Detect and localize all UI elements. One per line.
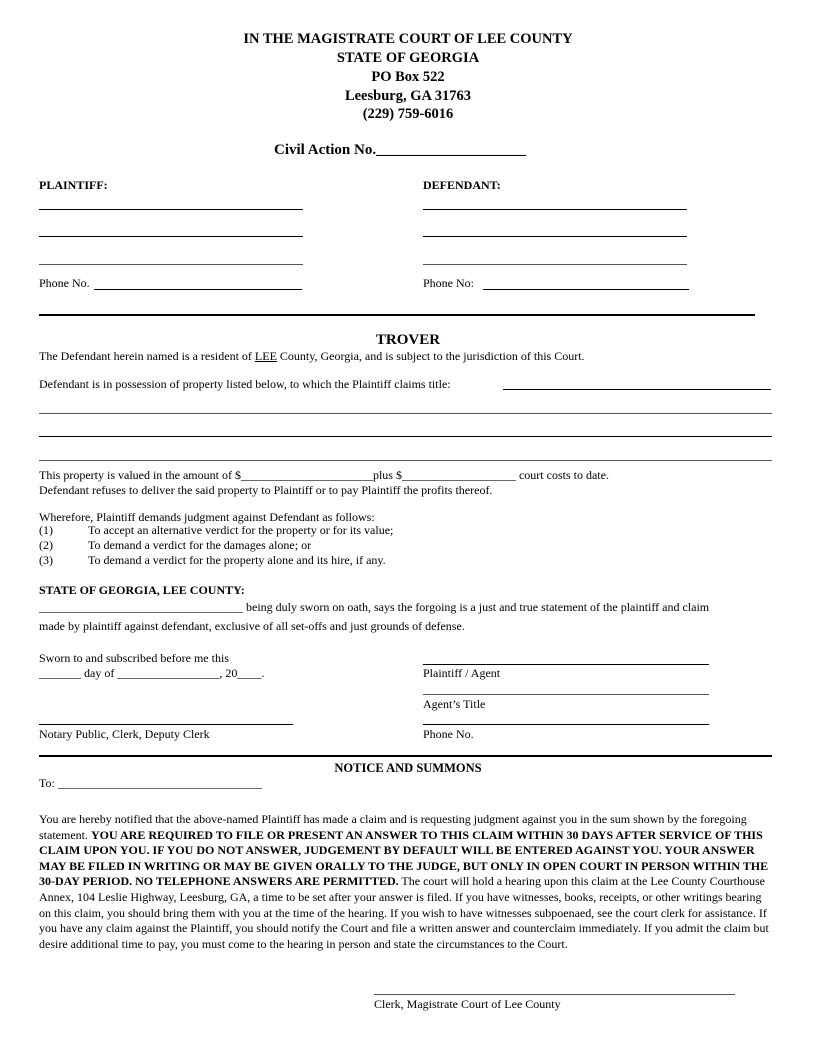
property-line-3[interactable]: [39, 460, 772, 461]
clerk-signature-line[interactable]: [374, 994, 735, 995]
trover-title: TROVER: [375, 332, 441, 348]
plaintiff-agent-label: Plaintiff / Agent: [423, 666, 501, 680]
affidavit-text: being duly sworn on oath, says the forgoing is a just and true statement of the plaintiff and claim: [243, 600, 710, 614]
year-blank[interactable]: ____: [237, 666, 262, 680]
demand-number-1: (1): [39, 523, 53, 537]
plus-label: plus $: [372, 468, 402, 482]
agents-title-label: Agent’s Title: [423, 697, 486, 711]
plus-blank[interactable]: ___________________: [401, 468, 516, 482]
demand-number-2: (2): [39, 538, 53, 552]
plaintiff-agent-signature-line[interactable]: [423, 664, 709, 665]
defendant-phone-line[interactable]: [483, 289, 689, 290]
notice-intro: You are hereby notified that the above-named Plaintiff has made a claim and is requesting judgment against you in the sum shown by the foregoing statement.: [39, 812, 747, 842]
notary-label: Notary Public, Clerk, Deputy Clerk: [39, 727, 210, 741]
affidavit-line-1: [39, 600, 709, 615]
plaintiff-phone-line[interactable]: [94, 289, 302, 290]
wherefore-statement: Wherefore, Plaintiff demands judgment against Defendant as follows:: [39, 510, 375, 524]
affiant-name-blank[interactable]: __________________________________: [39, 600, 243, 614]
demand-text-3: To demand a verdict for the property alone and its hire, if any.: [88, 553, 386, 567]
residency-prefix: The Defendant herein named is a resident of: [39, 349, 255, 363]
property-line-2[interactable]: [39, 436, 772, 437]
to-label: To:: [39, 776, 58, 790]
notice-title: NOTICE AND SUMMONS: [334, 761, 482, 775]
to-blank[interactable]: __________________________________: [57, 776, 262, 790]
defendant-label: DEFENDANT:: [423, 178, 501, 192]
notice-divider: [39, 755, 772, 757]
notice-details: The court will hold a hearing upon this claim at the Lee County Courthouse Annex, 104 Leslie Highway, Leesburg, GA, a time to be set after your answer is filed. If you have witnesses, books, receipts, or other writings bearing on this claim, you should bring them with you at the time of the hearing. If you wish to have witnesses subpoenaed, see the court clerk for assistance. If you have any claim against the Plaintiff, you should notify the Court and file a written answer and counterclaim immediately. If you admit the claim but desire additional time to pay, you must come to the hearing in person and state the circumstances to the Court.: [39, 874, 769, 951]
property-title-line[interactable]: [503, 389, 771, 390]
demand-text-2: To demand a verdict for the damages alone; or: [88, 538, 312, 552]
month-blank[interactable]: _________________: [117, 666, 220, 680]
court-name: IN THE MAGISTRATE COURT OF LEE COUNTY: [243, 31, 573, 47]
plaintiff-line-3[interactable]: [39, 264, 303, 265]
day-blank[interactable]: _______: [39, 666, 81, 680]
refusal-statement: Defendant refuses to deliver the said property to Plaintiff or to pay Plaintiff the profits thereof.: [39, 483, 493, 497]
sworn-date: [39, 666, 264, 681]
notice-body: [39, 812, 776, 952]
residency-county[interactable]: LEE: [254, 349, 277, 363]
civil-action-field[interactable]: [274, 142, 526, 159]
defendant-line-2[interactable]: [423, 236, 687, 237]
agent-phone-label: Phone No.: [423, 727, 474, 741]
affidavit-line-2: made by plaintiff against defendant, exclusive of all set-offs and just grounds of defense.: [39, 619, 465, 633]
plaintiff-line-2[interactable]: [39, 236, 303, 237]
court-phone: (229) 759-6016: [362, 106, 454, 122]
court-state: STATE OF GEORGIA: [336, 50, 480, 66]
notice-warning: YOU ARE REQUIRED TO FILE OR PRESENT AN ANSWER TO THIS CLAIM WITHIN 30 DAYS AFTER SERVICE OF THIS CLAIM UPON YOU. IF YOU DO NOT ANSWER, JUDGEMENT BY DEFAULT WILL BE ENTERED AGAINST YOU. YOUR ANSWER MAY BE FILED IN WRITING OR MAY BE GIVEN ORALLY TO THE JUDGE, BUT ONLY IN OPEN COURT IN PERSON WITHIN THE 30-DAY PERIOD. NO TELEPHONE ANSWERS ARE PERMITTED.: [39, 827, 769, 889]
plaintiff-line-1[interactable]: [39, 209, 303, 210]
civil-action-blank[interactable]: ____________________: [376, 142, 527, 158]
sworn-statement: Sworn to and subscribed before me this: [39, 651, 229, 665]
day-label: day of: [81, 666, 118, 680]
agent-phone-line[interactable]: [423, 724, 709, 725]
defendant-phone-label: Phone No:: [423, 276, 474, 290]
residency-suffix: County, Georgia, and is subject to the jurisdiction of this Court.: [276, 349, 585, 363]
property-line-1[interactable]: [39, 413, 772, 414]
court-costs-label: court costs to date.: [515, 468, 609, 482]
residency-statement: [39, 349, 585, 364]
civil-action-label: Civil Action No.: [274, 142, 377, 158]
clerk-label: Clerk, Magistrate Court of Lee County: [374, 997, 561, 1011]
demand-number-3: (3): [39, 553, 53, 567]
defendant-line-3[interactable]: [423, 264, 687, 265]
court-city: Leesburg, GA 31763: [344, 88, 472, 104]
court-po-box: PO Box 522: [371, 69, 445, 85]
demand-text-1: To accept an alternative verdict for the property or for its value;: [88, 523, 394, 537]
plaintiff-phone-label: Phone No.: [39, 276, 90, 290]
value-blank[interactable]: ______________________: [240, 468, 373, 482]
section-divider: [39, 314, 755, 316]
notary-signature-line[interactable]: [39, 724, 293, 725]
affidavit-heading: STATE OF GEORGIA, LEE COUNTY:: [39, 583, 245, 597]
year-label: , 20: [219, 666, 238, 680]
defendant-line-1[interactable]: [423, 209, 687, 210]
plaintiff-label: PLAINTIFF:: [39, 178, 108, 192]
value-label: This property is valued in the amount of $: [39, 468, 241, 482]
possession-statement: Defendant is in possession of property listed below, to which the Plaintiff claims title:: [39, 377, 451, 391]
agents-title-line[interactable]: [423, 694, 709, 695]
year-end: .: [261, 666, 265, 680]
notice-to: [39, 776, 262, 791]
property-value: [39, 468, 609, 483]
